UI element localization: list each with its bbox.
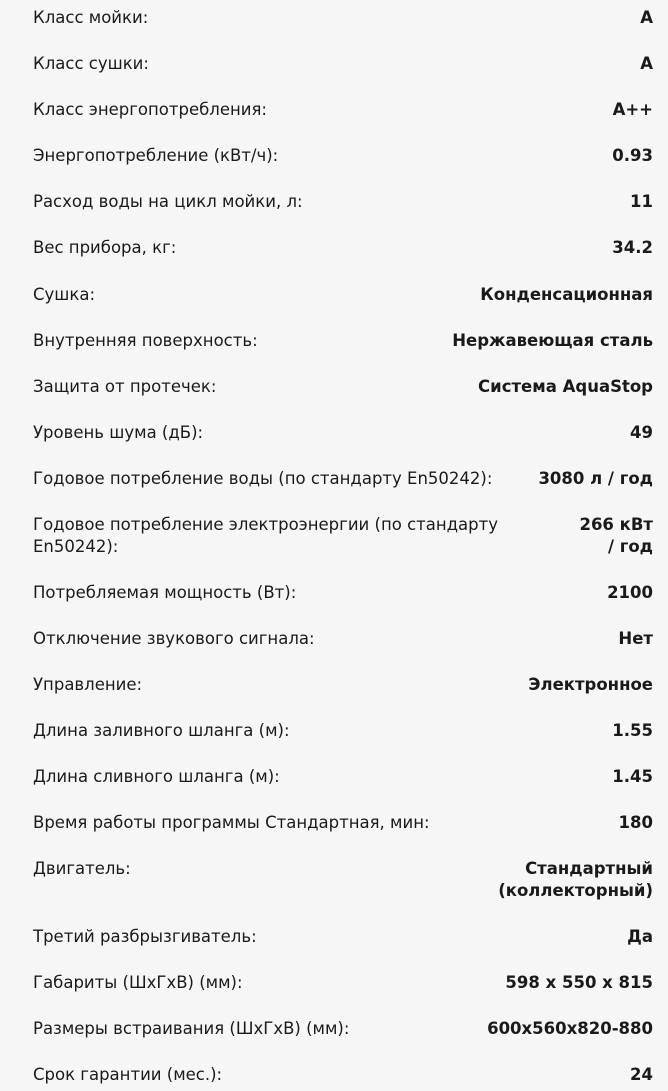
spec-value: Стандартный (коллекторный) xyxy=(498,859,653,900)
spec-value: 34.2 xyxy=(612,238,653,257)
spec-row-power xyxy=(33,582,653,604)
spec-row-drain-hose xyxy=(33,766,653,788)
spec-row-energy-consumption xyxy=(33,145,653,167)
spec-value: A++ xyxy=(612,100,653,119)
spec-label: Управление: xyxy=(33,675,143,694)
spec-label: Защита от протечек: xyxy=(33,377,217,396)
spec-label: Длина заливного шланга (м): xyxy=(33,721,290,740)
spec-value: A xyxy=(640,54,653,73)
spec-label: Расход воды на цикл мойки, л: xyxy=(33,192,303,211)
spec-label: Время работы программы Стандартная, мин: xyxy=(33,813,430,832)
spec-value: 0.93 xyxy=(612,146,653,165)
spec-label: Годовое потребление воды (по стандарту En50242): xyxy=(33,469,493,488)
spec-row-third-sprayer xyxy=(33,926,653,948)
spec-label: Вес прибора, кг: xyxy=(33,238,177,257)
spec-label: Срок гарантии (мес.): xyxy=(33,1065,223,1084)
spec-row-control xyxy=(33,674,653,696)
spec-value: 49 xyxy=(630,423,653,442)
spec-value: 2100 xyxy=(607,583,653,602)
spec-row-drying xyxy=(33,284,653,306)
spec-row-dimensions xyxy=(33,972,653,994)
spec-value: Нержавеющая сталь xyxy=(452,331,653,350)
spec-row-annual-water xyxy=(33,468,653,490)
spec-row-motor xyxy=(33,858,653,902)
spec-row-inlet-hose xyxy=(33,720,653,742)
spec-value: 3080 л / год xyxy=(538,469,653,488)
spec-row-water-per-cycle xyxy=(33,191,653,213)
spec-value: 1.55 xyxy=(612,721,653,740)
spec-row-weight xyxy=(33,237,653,259)
spec-value: 600x560x820-880 xyxy=(487,1019,653,1038)
spec-value: Да xyxy=(627,927,653,946)
spec-row-leak-protection xyxy=(33,376,653,398)
spec-label: Потребляемая мощность (Вт): xyxy=(33,583,297,602)
spec-row-sound-off xyxy=(33,628,653,650)
spec-value: 180 xyxy=(618,813,653,832)
spec-value: Нет xyxy=(618,629,653,648)
spec-label: Размеры встраивания (ШхГхВ) (мм): xyxy=(33,1019,350,1038)
spec-label: Сушка: xyxy=(33,285,96,304)
spec-label: Отключение звукового сигнала: xyxy=(33,629,315,648)
spec-label: Класс мойки: xyxy=(33,8,149,27)
spec-row-annual-energy xyxy=(33,514,653,558)
spec-label: Двигатель: xyxy=(33,859,131,878)
spec-label: Класс сушки: xyxy=(33,54,149,73)
spec-value: A xyxy=(640,8,653,27)
spec-row-wash-class xyxy=(33,7,653,29)
spec-label: Годовое потребление электроэнергии (по стандарту En50242): xyxy=(33,515,499,556)
spec-row-warranty xyxy=(33,1064,653,1086)
spec-label: Габариты (ШхГхВ) (мм): xyxy=(33,973,243,992)
spec-row-inner-surface xyxy=(33,330,653,352)
spec-row-energy-class xyxy=(33,99,653,121)
spec-label: Класс энергопотребления: xyxy=(33,100,267,119)
spec-value: 11 xyxy=(630,192,653,211)
spec-label: Энергопотребление (кВт/ч): xyxy=(33,146,279,165)
spec-row-dry-class xyxy=(33,53,653,75)
spec-value: 266 кВт / год xyxy=(579,515,653,556)
spec-label: Уровень шума (дБ): xyxy=(33,423,204,442)
spec-value: 24 xyxy=(630,1065,653,1084)
spec-row-noise-level xyxy=(33,422,653,444)
spec-value: Конденсационная xyxy=(480,285,653,304)
spec-label: Внутренняя поверхность: xyxy=(33,331,258,350)
spec-label: Третий разбрызгиватель: xyxy=(33,927,257,946)
spec-row-built-in-dimensions xyxy=(33,1018,653,1040)
spec-value: 1.45 xyxy=(612,767,653,786)
spec-row-standard-program-time xyxy=(33,812,653,834)
spec-value: Электронное xyxy=(528,675,653,694)
spec-value: Система AquaStop xyxy=(478,377,653,396)
spec-label: Длина сливного шланга (м): xyxy=(33,767,280,786)
spec-value: 598 x 550 x 815 xyxy=(505,973,653,992)
